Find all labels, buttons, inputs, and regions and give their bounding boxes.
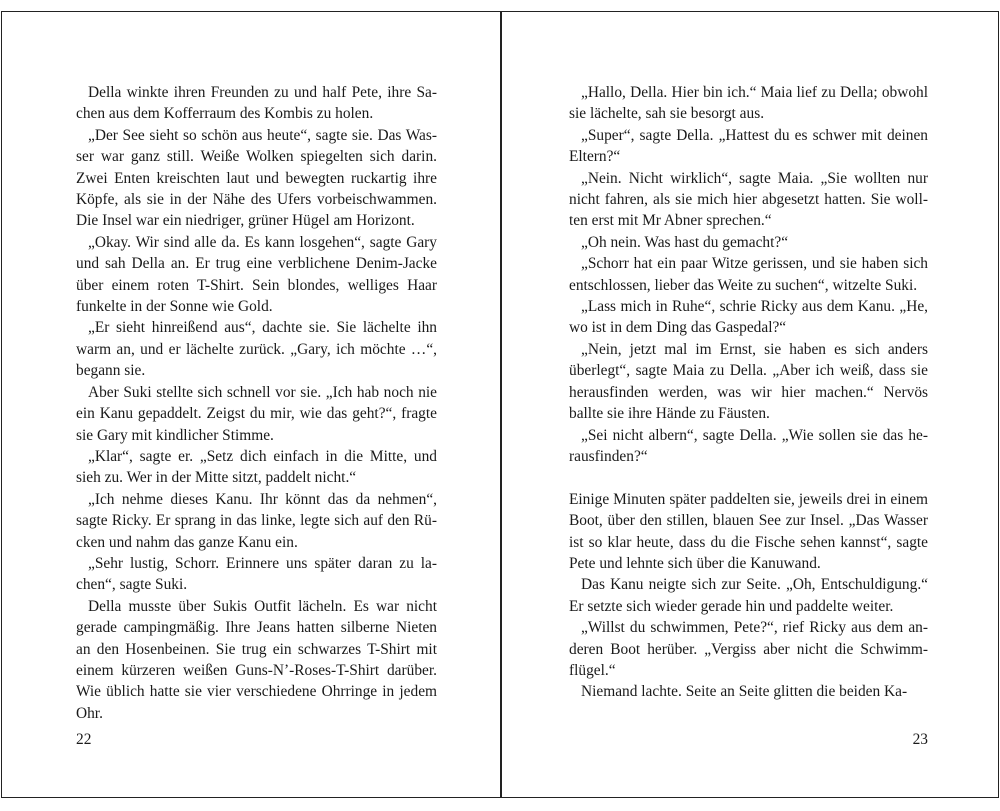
paragraph: „Okay. Wir sind alle da. Es kann losgehen“, sagte Gary und sah Della an. Er trug eine verblichene Denim-Jacke über einem roten T-Shirt. Sein blondes, welliges Haar funkelte in der Sonne wie Gold. — [76, 233, 437, 316]
right-page — [502, 12, 998, 797]
paragraph: Das Kanu neigte sich zur Seite. „Oh, Entschuldigung.“ Er setzte sich wieder gerade hin und paddelte weiter. — [569, 576, 928, 615]
paragraph: Einige Minuten später paddelten sie, jeweils drei in einem Boot, über den stillen, blauen See zur Insel. „Das Wasser ist so klar heute, dass du die Fische sehen kannst“, sagte Pete und lehnte sich über die Kanuwand. — [569, 490, 928, 572]
paragraph: „Willst du schwimmen, Pete?“, rief Ricky aus dem anderen Boot herüber. „Vergiss aber nicht die Schwimmflügel.“ — [569, 619, 928, 679]
book-spread — [1, 11, 999, 798]
paragraph: „Sei nicht albern“, sagte Della. „Wie sollen sie das herausfinden?“ — [569, 426, 928, 465]
paragraph: „Oh nein. Was hast du gemacht?“ — [581, 233, 789, 251]
page-number-left: 22 — [76, 731, 92, 748]
paragraph: „Nein, jetzt mal im Ernst, sie haben es sich anders überlegt“, sagte Maia zu Della. „Aber ich weiß, dass sie herausfinden werden, was wir hier machen.“ Nervös ballte sie ihre Hände zu Fäusten. — [569, 340, 928, 423]
paragraph: „Hallo, Della. Hier bin ich.“ Maia lief zu Della; obwohl sie lächelte, sah sie besorgt aus. — [569, 84, 928, 123]
section-break — [569, 467, 928, 488]
paragraph: „Er sieht hinreißend aus“, dachte sie. Sie lächelte ihn warm an, und er lächelte zurück. „Gary, ich möchte …“, begann sie. — [76, 319, 437, 380]
paragraph: „Sehr lustig, Schorr. Erinnere uns später daran zu lachen“, sagte Suki. — [76, 554, 437, 594]
paragraph: „Der See sieht so schön aus heute“, sagte sie. Das Wasser war ganz still. Weiße Wolken spiegelten sich darin. Zwei Enten kreischten laut und bewegten ruckartig ihre Köpfe, als sie in der Nähe des Ufers vorbeischwammen. Die Insel war ein niedriger, grüner Hügel am Horizont. — [76, 126, 437, 230]
paragraph: „Lass mich in Ruhe“, schrie Ricky aus dem Kanu. „He, wo ist in dem Ding das Gaspedal?“ — [569, 298, 928, 337]
right-page-text — [569, 82, 928, 703]
left-page-text — [76, 82, 437, 724]
paragraph: „Ich nehme dieses Kanu. Ihr könnt das da nehmen“, sagte Ricky. Er sprang in das linke, legte sich auf den Rücken und nahm das ganze Kanu ein. — [76, 490, 437, 551]
left-page — [2, 12, 500, 797]
paragraph: Della musste über Sukis Outfit lächeln. Es war nicht gerade campingmäßig. Ihre Jeans hatten silberne Nieten an den Hosenbeinen. Sie trug ein schwarzes T-Shirt mit einem kürzeren weißen Guns-N’-Roses-T-Shirt darüber. Wie üblich hatte sie vier verschiedene Ohrringe in jedem Ohr. — [76, 597, 437, 722]
paragraph: „Nein. Nicht wirklich“, sagte Maia. „Sie wollten nur nicht fahren, als sie mich hier abgesetzt hatten. Sie wollten erst mit Mr Abner sprechen.“ — [569, 169, 928, 230]
page-number-right: 23 — [912, 731, 928, 748]
paragraph: „Schorr hat ein paar Witze gerissen, und sie haben sich entschlossen, lieber das Weite zu suchen“, witzelte Suki. — [569, 255, 928, 294]
paragraph: „Klar“, sagte er. „Setz dich einfach in die Mitte, und sieh zu. Wer in der Mitte sitzt, paddelt nicht.“ — [76, 447, 437, 487]
paragraph: Niemand lachte. Seite an Seite glitten die beiden Ka- — [581, 683, 908, 701]
paragraph: „Super“, sagte Della. „Hattest du es schwer mit deinen Eltern?“ — [569, 126, 928, 166]
paragraph: Aber Suki stellte sich schnell vor sie. „Ich hab noch nie ein Kanu gepaddelt. Zeigst du mir, wie das geht?“, fragte sie Gary mit kindlicher Stimme. — [76, 383, 437, 444]
paragraph: Della winkte ihren Freunden zu und half Pete, ihre Sachen aus dem Kofferraum des Kombis zu holen. — [76, 84, 437, 123]
